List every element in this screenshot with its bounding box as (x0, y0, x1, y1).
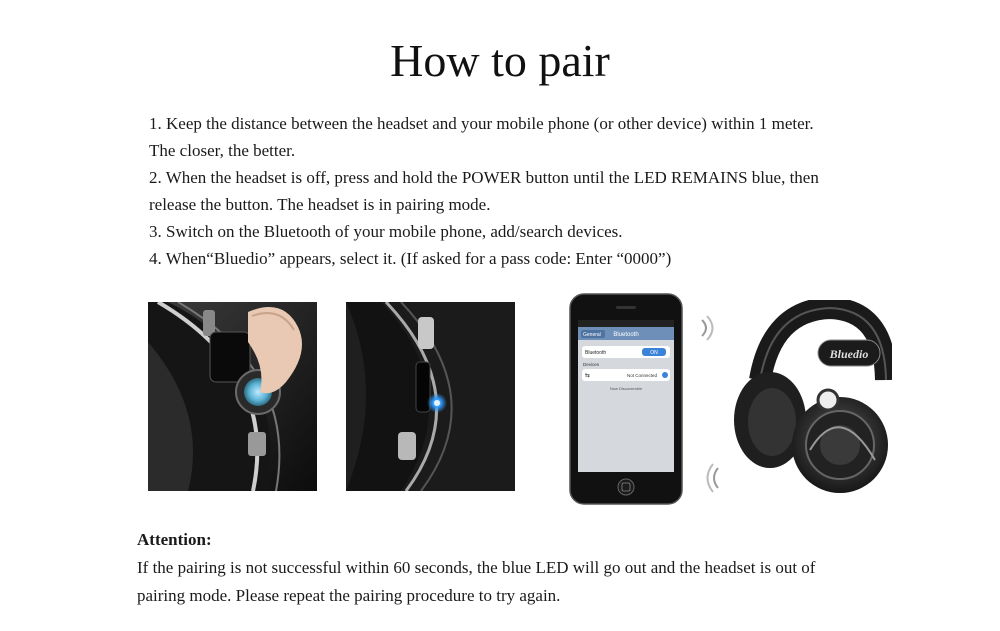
page-title: How to pair (390, 35, 610, 86)
discoverable-text: Now Discoverable (609, 386, 643, 391)
devices-label: Devices (583, 362, 600, 367)
bluetooth-label: Bluetooth (585, 350, 607, 356)
attention-line: pairing mode. Please repeat the pairing procedure to try again. (137, 586, 561, 605)
step-line: 1. Keep the distance between the headset and your mobile phone (or other device) within 1 meter. (149, 114, 814, 133)
blue-led-photo (346, 302, 515, 491)
nav-back-label: General (583, 332, 601, 338)
phone-bluetooth-photo (567, 292, 687, 507)
step-line: 3. Switch on the Bluetooth of your mobile phone, add/search devices. (149, 222, 623, 241)
power-button-photo (148, 302, 317, 491)
device-name: ⇆ (585, 373, 591, 379)
step-line: 2. When the headset is off, press and hold the POWER button until the LED REMAINS blue, then (149, 168, 819, 187)
nav-title: Bluetooth (613, 332, 639, 338)
attention-section (137, 526, 897, 610)
step-line: 4. When“Bluedio” appears, select it. (If asked for a pass code: Enter “0000”) (149, 249, 672, 268)
step-line: release the button. The headset is in pairing mode. (149, 195, 491, 214)
pairing-steps (149, 110, 889, 272)
bluetooth-toggle: ON (650, 350, 658, 356)
device-status: Not Connected (627, 373, 658, 378)
step-line: The closer, the better. (149, 141, 296, 160)
attention-line: If the pairing is not successful within 60 seconds, the blue LED will go out and the headset is out of (137, 558, 816, 577)
headset-photo (700, 300, 892, 505)
headset-brand: Bluedio (829, 347, 869, 361)
attention-title: Attention: (137, 530, 212, 549)
